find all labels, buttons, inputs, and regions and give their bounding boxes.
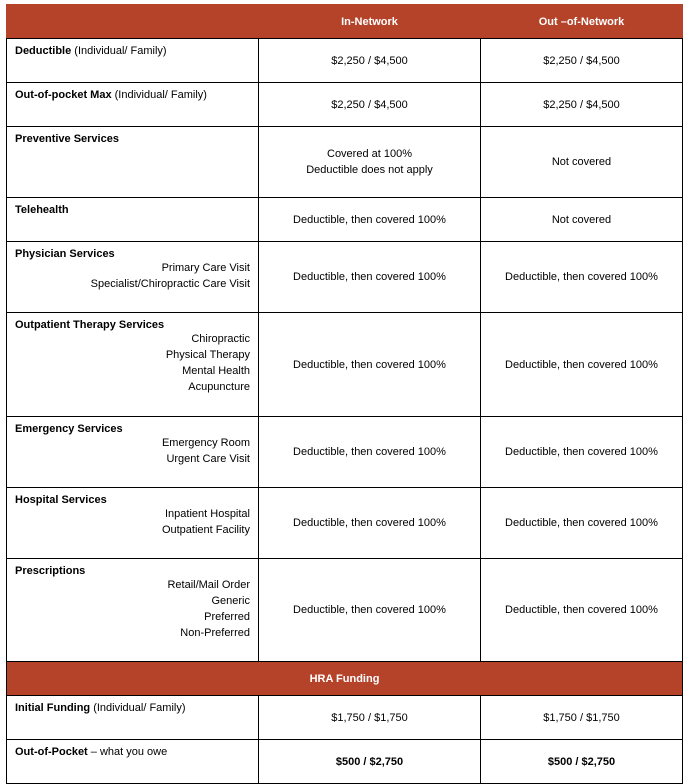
label-deductible [7, 39, 259, 83]
row-physician [7, 242, 683, 313]
row-note: – what you owe [87, 746, 168, 758]
benefits-table [6, 4, 683, 784]
preventive-in-line1: Covered at 100% [327, 148, 412, 160]
out-network-value: Not covered [481, 198, 683, 242]
header-out-of-network: Out –of-Network [481, 5, 683, 39]
label-preventive [7, 127, 259, 198]
in-network-value: $500 / $2,750 [259, 740, 481, 784]
header-blank-cell [7, 5, 259, 39]
row-preventive [7, 127, 683, 198]
row-title: Deductible [15, 45, 72, 57]
row-note: (Individual/ Family) [111, 89, 207, 101]
row-outpatient-therapy [7, 313, 683, 417]
row-hospital [7, 488, 683, 559]
sub-item: Inpatient Hospital [165, 508, 250, 520]
sub-item: Non-Preferred [180, 627, 250, 639]
in-network-value [259, 127, 481, 198]
label-prescriptions [7, 559, 259, 662]
sub-item: Outpatient Facility [161, 524, 250, 536]
in-network-value: Deductible, then covered 100% [259, 417, 481, 488]
hra-section-title: HRA Funding [7, 662, 683, 696]
sub-item: Mental Health [182, 365, 250, 377]
label-oop-max [7, 83, 259, 127]
row-title: Prescriptions [15, 565, 86, 577]
row-initial-funding [7, 696, 683, 740]
row-title: Out-of-Pocket [15, 746, 88, 758]
label-telehealth [7, 198, 259, 242]
out-network-value: Deductible, then covered 100% [481, 559, 683, 662]
out-network-value: Deductible, then covered 100% [481, 488, 683, 559]
row-telehealth [7, 198, 683, 242]
label-outpatient-therapy [7, 313, 259, 417]
preventive-in-line2: Deductible does not apply [306, 164, 433, 176]
out-network-value: Deductible, then covered 100% [481, 242, 683, 313]
label-out-of-pocket [7, 740, 259, 784]
row-emergency [7, 417, 683, 488]
sub-item: Retail/Mail Order [167, 579, 250, 591]
sub-item: Physical Therapy [165, 349, 250, 361]
sub-item: Urgent Care Visit [166, 453, 250, 465]
out-network-value: $500 / $2,750 [481, 740, 683, 784]
out-network-value: Not covered [481, 127, 683, 198]
in-network-value: Deductible, then covered 100% [259, 559, 481, 662]
row-prescriptions [7, 559, 683, 662]
sub-item: Primary Care Visit [161, 262, 250, 274]
benefits-table-wrapper [6, 4, 682, 784]
row-title: Hospital Services [15, 494, 107, 506]
row-deductible [7, 39, 683, 83]
label-physician [7, 242, 259, 313]
row-title: Initial Funding [15, 702, 91, 714]
row-title: Preventive Services [15, 133, 119, 145]
in-network-value: Deductible, then covered 100% [259, 242, 481, 313]
row-title: Emergency Services [15, 423, 123, 435]
header-row [7, 5, 683, 39]
label-hospital [7, 488, 259, 559]
sub-item: Generic [211, 595, 250, 607]
label-initial-funding [7, 696, 259, 740]
out-network-value: $2,250 / $4,500 [481, 39, 683, 83]
out-network-value: $2,250 / $4,500 [481, 83, 683, 127]
row-title: Physician Services [15, 248, 115, 260]
row-out-of-pocket [7, 740, 683, 784]
out-network-value: Deductible, then covered 100% [481, 313, 683, 417]
sub-item: Acupuncture [188, 381, 250, 393]
in-network-value: $1,750 / $1,750 [259, 696, 481, 740]
sub-item: Chiropractic [191, 333, 250, 345]
row-title: Telehealth [15, 204, 69, 216]
hra-section-row [7, 662, 683, 696]
sub-item: Emergency Room [161, 437, 250, 449]
row-note: (Individual/ Family) [90, 702, 186, 714]
header-in-network: In-Network [259, 5, 481, 39]
in-network-value: $2,250 / $4,500 [259, 83, 481, 127]
out-network-value: $1,750 / $1,750 [481, 696, 683, 740]
sub-item: Preferred [204, 611, 250, 623]
row-title: Out-of-pocket Max [15, 89, 112, 101]
in-network-value: Deductible, then covered 100% [259, 488, 481, 559]
row-note: (Individual/ Family) [71, 45, 167, 57]
row-title: Outpatient Therapy Services [15, 319, 165, 331]
in-network-value: Deductible, then covered 100% [259, 313, 481, 417]
in-network-value: Deductible, then covered 100% [259, 198, 481, 242]
row-oop-max [7, 83, 683, 127]
in-network-value: $2,250 / $4,500 [259, 39, 481, 83]
out-network-value: Deductible, then covered 100% [481, 417, 683, 488]
label-emergency [7, 417, 259, 488]
sub-item: Specialist/Chiropractic Care Visit [90, 278, 250, 290]
